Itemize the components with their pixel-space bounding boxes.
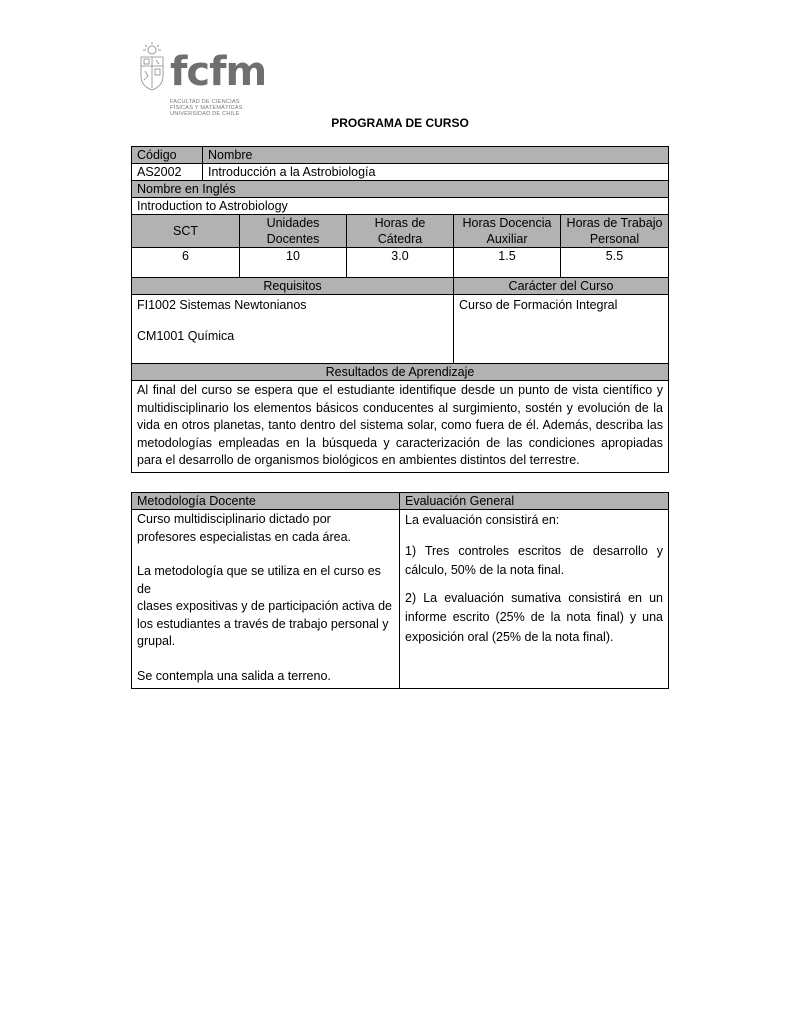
methodology-header: Metodología Docente xyxy=(132,493,400,510)
course-code: AS2002 xyxy=(132,164,203,181)
lecture-hours-header: Horas de Cátedra xyxy=(347,215,454,248)
logo-wordmark: fcfm xyxy=(170,49,267,95)
english-name: Introduction to Astrobiology xyxy=(132,198,669,215)
teaching-units-header: Unidades Docentes xyxy=(240,215,347,248)
code-header: Código xyxy=(132,147,203,164)
learning-outcomes-text: Al final del curso se espera que el estudiante identifique desde un punto de vista científico y multidisciplinario los elementos básicos conducentes al surgimiento, sostén y evolución de la vida en otros planetas, tanto dentro del sistema solar, como fuera de él. Además, describa las metodologías empleadas en la búsqueda y caracterización de las condiciones apropiadas para el desarrollo de organismos biológicos en ambientes distintos del terrestre. xyxy=(132,381,669,473)
auxiliary-hours-value: 1.5 xyxy=(454,248,561,278)
requisite-item: CM1001 Química xyxy=(137,329,235,343)
university-crest-icon xyxy=(136,42,168,92)
requisite-item: FI1002 Sistemas Newtonianos xyxy=(137,298,307,312)
lecture-hours-value: 3.0 xyxy=(347,248,454,278)
name-header: Nombre xyxy=(203,147,669,164)
sct-value: 6 xyxy=(132,248,240,278)
document-title: PROGRAMA DE CURSO xyxy=(331,116,469,130)
fcfm-logo xyxy=(136,42,266,120)
course-character-header: Carácter del Curso xyxy=(454,278,669,295)
evaluation-header: Evaluación General xyxy=(400,493,669,510)
sct-header: SCT xyxy=(132,215,240,248)
evaluation-text: La evaluación consistirá en: 1) Tres controles escritos de desarrollo y cálculo, 50% de la nota final. 2) La evaluación sumativa consistirá en un informe escrito (25% de la nota final) y una exposición oral (25% de la nota final). xyxy=(400,510,669,689)
learning-outcomes-header: Resultados de Aprendizaje xyxy=(132,364,669,381)
course-character: Curso de Formación Integral xyxy=(454,295,669,364)
requisites-header: Requisitos xyxy=(132,278,454,295)
requisites-list xyxy=(132,295,454,364)
auxiliary-hours-header: Horas Docencia Auxiliar xyxy=(454,215,561,248)
course-info-table xyxy=(131,146,669,473)
personal-work-hours-value: 5.5 xyxy=(561,248,669,278)
methodology-evaluation-table xyxy=(131,492,669,689)
teaching-units-value: 10 xyxy=(240,248,347,278)
logo-subtitle: FACULTAD DE CIENCIAS FÍSICAS Y MATEMÁTICAS UNIVERSIDAD DE CHILE xyxy=(170,99,243,117)
course-name: Introducción a la Astrobiología xyxy=(203,164,669,181)
english-name-header: Nombre en Inglés xyxy=(132,181,669,198)
methodology-text: Curso multidisciplinario dictado por profesores especialistas en cada área. La metodología que se utiliza en el curso es de clases expositivas y de participación activa de los estudiantes a través de trabajo personal y grupal. Se contempla una salida a terreno. xyxy=(132,510,400,689)
personal-work-hours-header: Horas de Trabajo Personal xyxy=(561,215,669,248)
